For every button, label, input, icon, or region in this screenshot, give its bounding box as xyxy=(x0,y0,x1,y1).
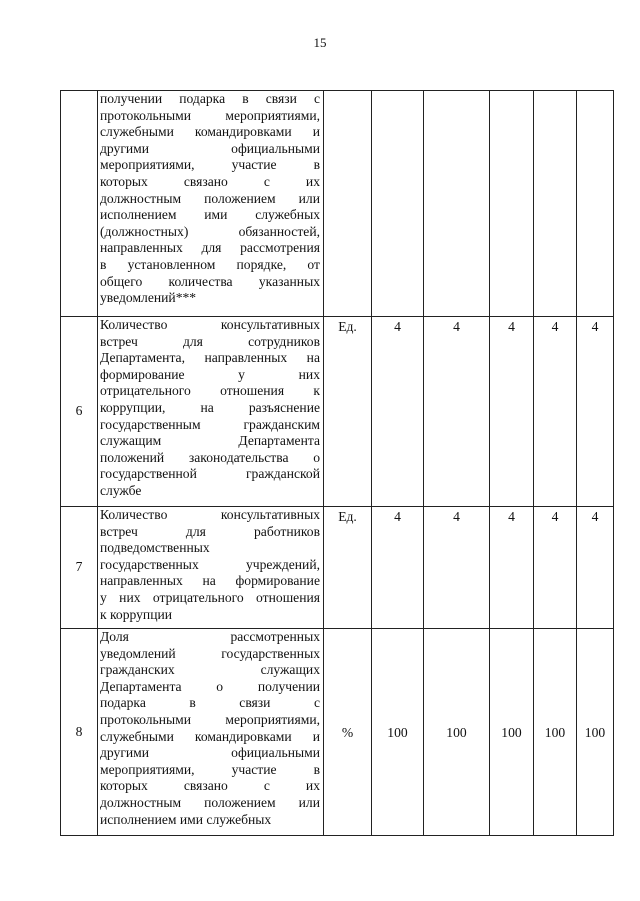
description-line: служебными командировками и xyxy=(100,124,320,140)
value-cell: 100 xyxy=(577,629,614,836)
description-line: Количество консультативных xyxy=(100,507,320,522)
description-line: Количество консультативных xyxy=(100,317,320,332)
description-line: государственной гражданской xyxy=(100,466,320,482)
description-line: подарка в связи с xyxy=(100,695,320,711)
unit-cell: % xyxy=(324,629,372,836)
unit-cell: Ед. xyxy=(324,507,372,629)
description-line: положений законодательства о xyxy=(100,449,320,465)
indicators-table xyxy=(60,90,614,836)
row-number: 6 xyxy=(61,317,98,507)
value-cell xyxy=(534,91,577,317)
description-line: получении подарка в связи с xyxy=(100,91,320,106)
value-cell: 4 xyxy=(490,507,534,629)
value-cell: 100 xyxy=(424,629,490,836)
indicator-description xyxy=(98,91,324,317)
value-cell: 100 xyxy=(490,629,534,836)
table-row xyxy=(61,91,614,317)
value-cell: 4 xyxy=(372,317,424,507)
page-number: 15 xyxy=(313,35,327,50)
description-line: Департамента о получении xyxy=(100,678,320,694)
description-line: в установленном порядке, от xyxy=(100,256,320,272)
table-row xyxy=(61,629,614,836)
value-cell: 4 xyxy=(577,317,614,507)
description-line: которых связано с их xyxy=(100,778,320,794)
value-cell: 100 xyxy=(372,629,424,836)
value-cell: 4 xyxy=(424,507,490,629)
indicator-description xyxy=(98,507,324,629)
description-line: Доля рассмотренных xyxy=(100,629,320,644)
table-row xyxy=(61,317,614,507)
value-cell xyxy=(490,91,534,317)
description-line: подведомственных xyxy=(100,540,210,556)
description-line: государственным гражданским xyxy=(100,416,320,432)
description-line: уведомлений государственных xyxy=(100,645,320,661)
value-cell: 4 xyxy=(534,317,577,507)
description-line: гражданских служащих xyxy=(100,662,320,678)
indicator-description xyxy=(98,317,324,507)
indicator-description xyxy=(98,629,324,836)
description-line: (должностных) обязанностей, xyxy=(100,223,320,239)
row-number xyxy=(61,91,98,317)
description-line: протокольными мероприятиями, xyxy=(100,711,320,727)
row-number: 7 xyxy=(61,507,98,629)
unit-cell xyxy=(324,91,372,317)
description-line: протокольными мероприятиями, xyxy=(100,107,320,123)
value-cell: 4 xyxy=(577,507,614,629)
value-cell xyxy=(372,91,424,317)
value-cell: 4 xyxy=(534,507,577,629)
description-line: у них отрицательного отношения xyxy=(100,589,320,605)
description-line: уведомлений*** xyxy=(100,290,197,306)
description-line: встреч для сотрудников xyxy=(100,333,320,349)
description-line: служебными командировками и xyxy=(100,728,320,744)
table-row xyxy=(61,507,614,629)
description-line: общего количества указанных xyxy=(100,273,320,289)
description-line: исполнением ими служебных xyxy=(100,811,272,827)
value-cell: 4 xyxy=(490,317,534,507)
description-line: исполнением ими служебных xyxy=(100,207,320,223)
row-number: 8 xyxy=(61,629,98,836)
description-line: служащим Департамента xyxy=(100,433,320,449)
description-line: другими официальными xyxy=(100,140,320,156)
value-cell: 4 xyxy=(372,507,424,629)
description-line: направленных для рассмотрения xyxy=(100,240,320,256)
description-line: формирование у них xyxy=(100,366,320,382)
unit-cell: Ед. xyxy=(324,317,372,507)
description-line: встреч для работников xyxy=(100,523,320,539)
description-line: направленных на формирование xyxy=(100,573,320,589)
description-line: службе xyxy=(100,482,142,498)
description-line: должностным положением или xyxy=(100,794,320,810)
value-cell: 100 xyxy=(534,629,577,836)
description-line: отрицательного отношения к xyxy=(100,383,320,399)
description-line: мероприятиями, участие в xyxy=(100,157,320,173)
description-line: мероприятиями, участие в xyxy=(100,761,320,777)
description-line: которых связано с их xyxy=(100,173,320,189)
value-cell xyxy=(577,91,614,317)
value-cell: 4 xyxy=(424,317,490,507)
description-line: государственных учреждений, xyxy=(100,556,320,572)
description-line: Департамента, направленных на xyxy=(100,350,320,366)
description-line: должностным положением или xyxy=(100,190,320,206)
value-cell xyxy=(424,91,490,317)
description-line: к коррупции xyxy=(100,606,173,622)
description-line: коррупции, на разъяснение xyxy=(100,399,320,415)
description-line: другими официальными xyxy=(100,745,320,761)
